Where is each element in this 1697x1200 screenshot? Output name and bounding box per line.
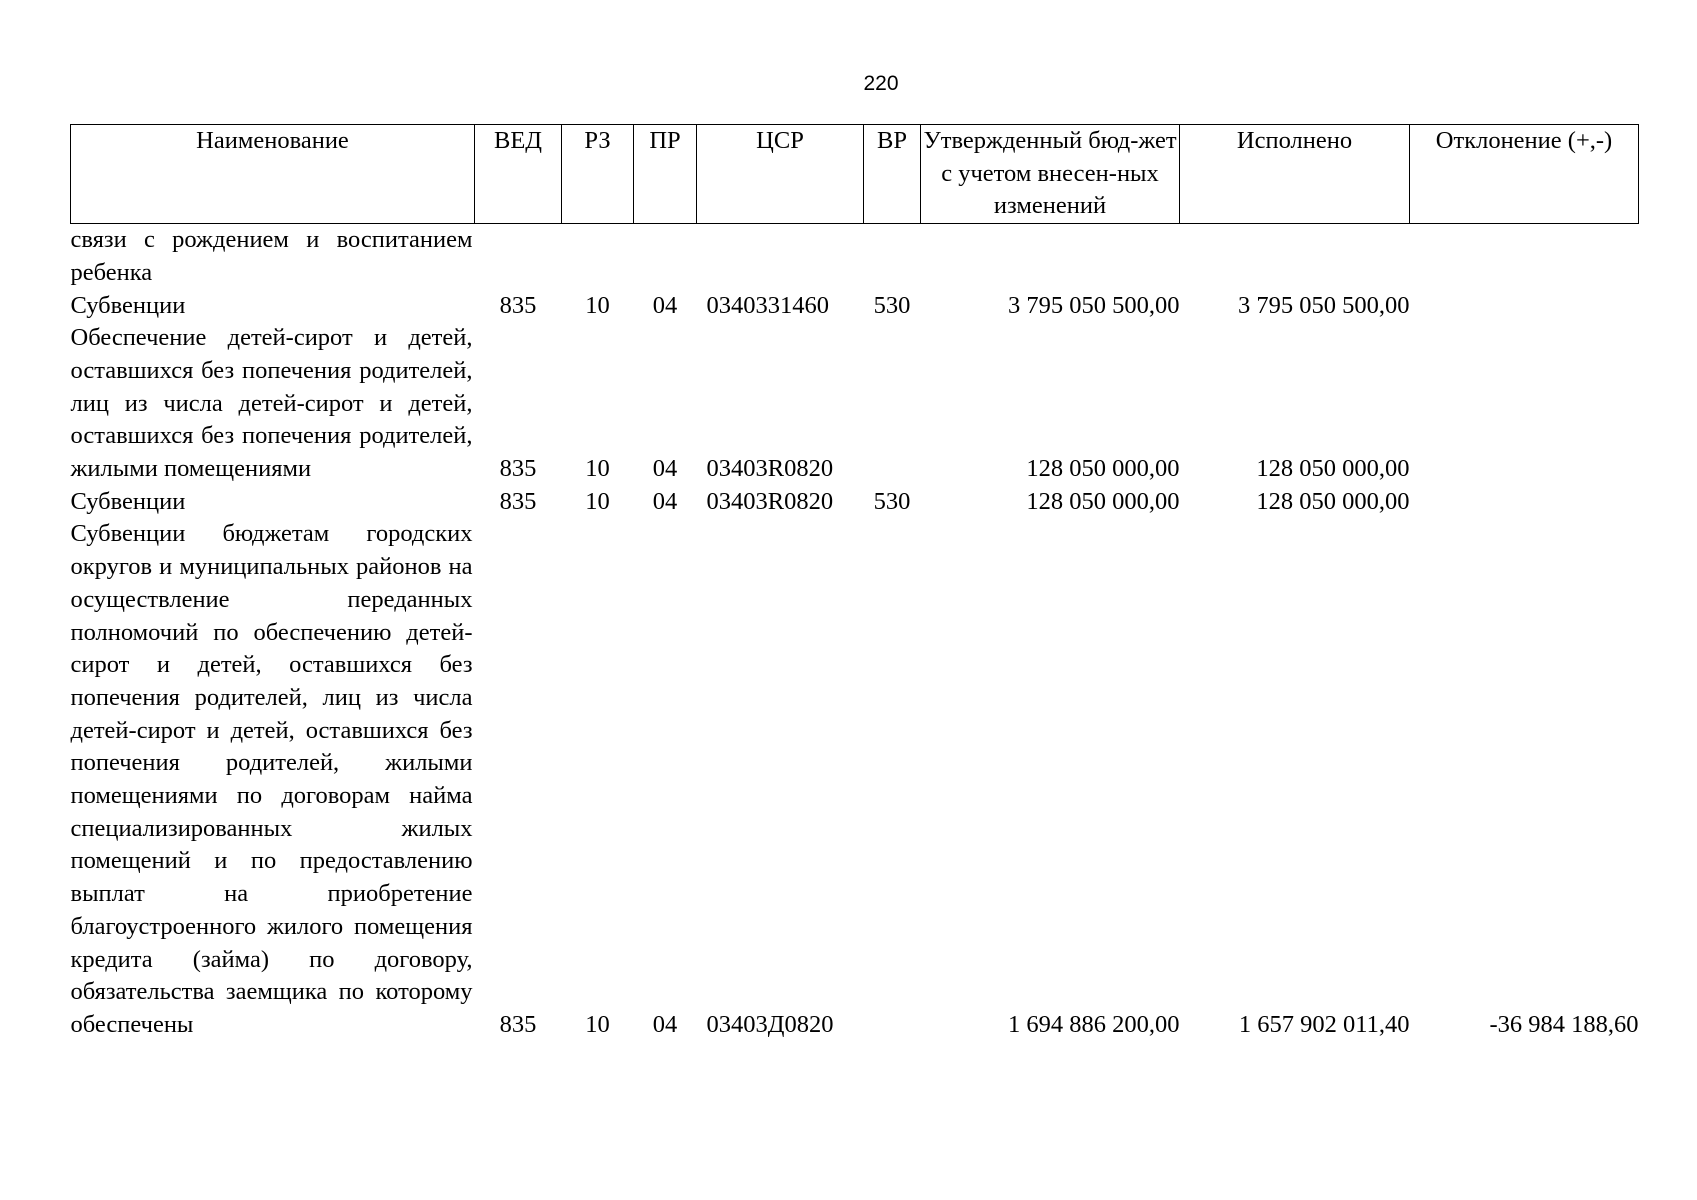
- budget-table: [70, 124, 1639, 1042]
- row-deviation: [1410, 290, 1639, 323]
- row-csr: 03403Д0820: [706, 1010, 834, 1038]
- row-executed: 128 050 000,00: [1256, 487, 1410, 515]
- header-budget: Утвержденный бюд-жет с учетом внесен-ных изменений: [921, 125, 1180, 224]
- row-name: Субвенции бюджетам городских округов и муниципальных районов на осуществление переданных полномочий по обеспечению детей-сирот и детей, оставшихся без попечения родителей, лиц из числа детей-сирот и детей, оставшихся без попечения родителей, жилыми помещениями по договорам найма специализированных жилых помещений и по предоставлению выплат на приобретение благоустроенного жилого помещения кредита (займа) по договору, обязательства заемщика по которому обеспечены: [70, 520, 473, 1038]
- row-ved: 835: [499, 487, 537, 515]
- row-budget: 128 050 000,00: [1026, 487, 1180, 515]
- row-csr: 0340331460: [706, 291, 829, 319]
- header-csr: ЦСР: [697, 125, 864, 224]
- header-pr: ПР: [634, 125, 697, 224]
- header-name: Наименование: [71, 125, 475, 224]
- row-ved: 835: [499, 291, 537, 319]
- row-vr: 530: [873, 291, 911, 319]
- page-number: 220: [863, 72, 899, 95]
- row-pr: 04: [652, 291, 678, 319]
- table-header-row: [71, 125, 1639, 224]
- table-row: [71, 322, 1639, 486]
- row-deviation: [1410, 322, 1639, 486]
- row-pr: 04: [652, 455, 678, 483]
- row-ved: [475, 224, 562, 290]
- row-executed: 1 657 902 011,40: [1238, 1010, 1410, 1038]
- table-row: [71, 290, 1639, 323]
- row-name: связи с рождением и воспитанием ребенка: [70, 226, 473, 286]
- row-deviation: [1410, 486, 1639, 519]
- row-deviation: -36 984 188,60: [1489, 1010, 1639, 1038]
- row-deviation: [1410, 224, 1639, 290]
- row-rz: [562, 224, 634, 290]
- row-rz: 10: [585, 1010, 610, 1038]
- row-pr: 04: [652, 1010, 678, 1038]
- row-csr: 03403R0820: [706, 455, 834, 483]
- row-vr: [864, 518, 921, 1041]
- row-rz: 10: [585, 291, 610, 319]
- row-csr: [697, 224, 864, 290]
- table-row: [71, 224, 1639, 290]
- row-name: Субвенции: [70, 487, 186, 515]
- row-vr: [864, 224, 921, 290]
- row-pr: [634, 224, 697, 290]
- row-ved: 835: [499, 455, 537, 483]
- row-budget: 1 694 886 200,00: [1008, 1010, 1180, 1038]
- row-name: Субвенции: [70, 291, 186, 319]
- row-budget: [921, 224, 1180, 290]
- row-budget: 3 795 050 500,00: [1008, 291, 1180, 319]
- row-budget: 128 050 000,00: [1026, 455, 1180, 483]
- row-rz: 10: [585, 455, 610, 483]
- row-pr: 04: [652, 487, 678, 515]
- row-vr: 530: [873, 487, 911, 515]
- header-deviation: Отклонение (+,-): [1410, 125, 1639, 224]
- row-name: Обеспечение детей-сирот и детей, оставшихся без попечения родителей, лиц из числа детей-сирот и детей, оставшихся без попечения родителей, жилыми помещениями: [70, 324, 473, 483]
- table-row: [71, 518, 1639, 1041]
- header-rz: РЗ: [562, 125, 634, 224]
- row-csr: 03403R0820: [706, 487, 834, 515]
- row-ved: 835: [499, 1010, 537, 1038]
- row-executed: 128 050 000,00: [1256, 455, 1410, 483]
- row-executed: [1180, 224, 1410, 290]
- table-row: [71, 486, 1639, 519]
- row-vr: [864, 322, 921, 486]
- header-vr: ВР: [864, 125, 921, 224]
- row-executed: 3 795 050 500,00: [1238, 291, 1410, 319]
- row-rz: 10: [585, 487, 610, 515]
- header-ved: ВЕД: [475, 125, 562, 224]
- header-executed: Исполнено: [1180, 125, 1410, 224]
